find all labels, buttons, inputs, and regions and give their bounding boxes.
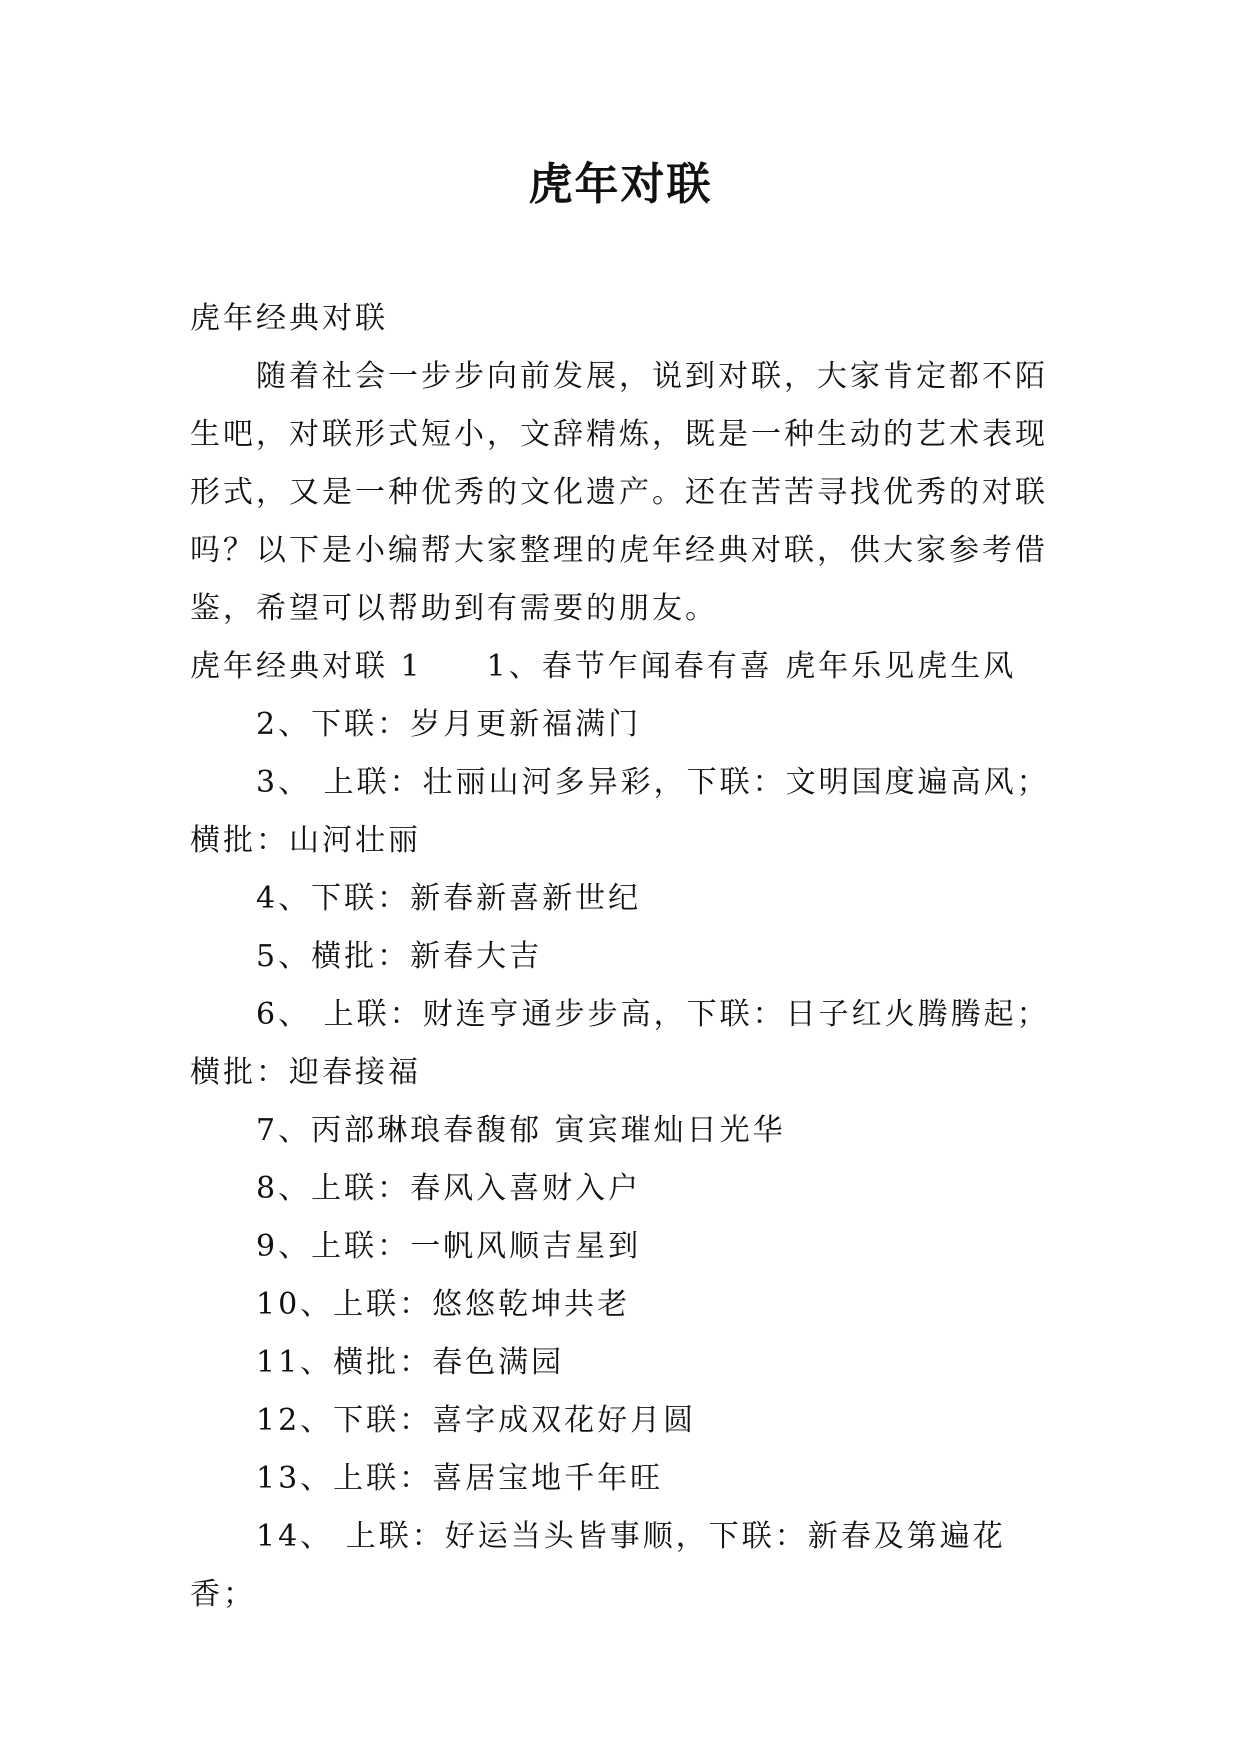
section-heading-line bbox=[190, 638, 1060, 696]
couplet-item: 10、上联：悠悠乾坤共老 bbox=[256, 1287, 631, 1322]
couplet-item: 9、上联：一帆风顺吉星到 bbox=[256, 1229, 642, 1264]
couplet-item: 12、下联：喜字成双花好月圆 bbox=[256, 1403, 697, 1438]
section-label: 虎年经典对联 1 bbox=[190, 649, 423, 684]
couplet-item: 7、丙部琳琅春馥郁 寅宾璀灿日光华 bbox=[256, 1113, 786, 1148]
couplet-item: 4、下联：新春新喜新世纪 bbox=[256, 881, 642, 916]
couplet-item: 11、横批：春色满园 bbox=[256, 1345, 565, 1380]
subtitle: 虎年经典对联 bbox=[190, 301, 388, 336]
document-body bbox=[190, 290, 1060, 1624]
couplet-item: 8、上联：春风入喜财入户 bbox=[256, 1171, 642, 1206]
couplet-item: 6、 上联：财连亨通步步高，下联：日子红火腾腾起；横批：迎春接福 bbox=[190, 997, 1050, 1090]
couplet-item-1: 1、春节乍闻春有喜 虎年乐见虎生风 bbox=[486, 649, 1017, 684]
document-title: 虎年对联 bbox=[528, 159, 713, 210]
couplet-item: 13、上联：喜居宝地千年旺 bbox=[256, 1461, 664, 1496]
couplet-item: 14、 上联：好运当头皆事顺，下联：新春及第遍花香； bbox=[190, 1519, 1006, 1612]
couplet-item: 3、 上联：壮丽山河多异彩，下联：文明国度遍高风；横批：山河壮丽 bbox=[190, 765, 1050, 858]
couplet-item: 5、横批：新春大吉 bbox=[256, 939, 543, 974]
couplet-item: 2、下联：岁月更新福满门 bbox=[256, 707, 642, 742]
intro-paragraph: 随着社会一步步向前发展，说到对联，大家肯定都不陌生吧，对联形式短小，文辞精炼，既是一种生动的艺术表现形式，又是一种优秀的文化遗产。还在苦苦寻找优秀的对联吗？以下是小编帮大家整理的虎年经典对联，供大家参考借鉴，希望可以帮助到有需要的朋友。 bbox=[190, 359, 1048, 626]
